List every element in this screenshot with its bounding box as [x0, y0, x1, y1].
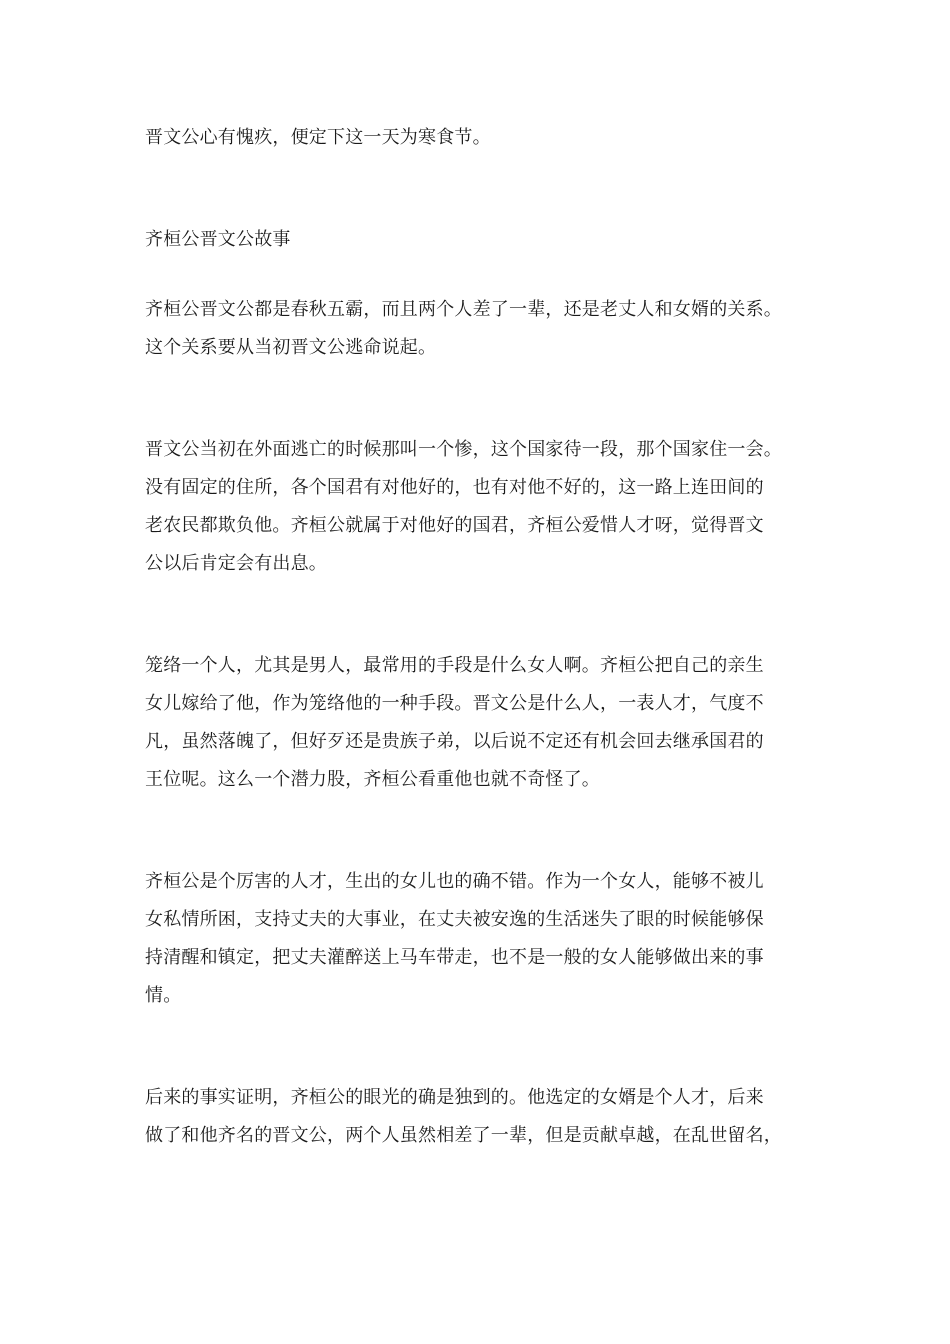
paragraph-4-line-2: 没有固定的住所，各个国君有对他好的，也有对他不好的，这一路上连田间的 [145, 477, 764, 498]
paragraph-5-line-3: 凡，虽然落魄了，但好歹还是贵族子弟，以后说不定还有机会回去继承国君的 [145, 731, 764, 752]
paragraph-6-line-3: 持清醒和镇定，把丈夫灌醉送上马车带走，也不是一般的女人能够做出来的事 [145, 947, 764, 968]
paragraph-6-line-4: 情。 [145, 985, 182, 1006]
paragraph-4-line-1: 晋文公当初在外面逃亡的时候那叫一个惨，这个国家待一段，那个国家住一会。 [145, 439, 782, 460]
paragraph-7-line-2: 做了和他齐名的晋文公，两个人虽然相差了一辈，但是贡献卓越，在乱世留名， [145, 1125, 782, 1146]
paragraph-6-line-1: 齐桓公是个厉害的人才，生出的女儿也的确不错。作为一个女人，能够不被儿 [145, 871, 764, 892]
paragraph-3-line-1: 齐桓公晋文公都是春秋五霸，而且两个人差了一辈，还是老丈人和女婿的关系。 [145, 299, 782, 320]
section-heading: 齐桓公晋文公故事 [145, 229, 291, 250]
paragraph-4-line-4: 公以后肯定会有出息。 [145, 553, 327, 574]
paragraph-7-line-1: 后来的事实证明，齐桓公的眼光的确是独到的。他选定的女婿是个人才，后来 [145, 1087, 764, 1108]
paragraph-6-line-2: 女私情所困，支持丈夫的大事业，在丈夫被安逸的生活迷失了眼的时候能够保 [145, 909, 764, 930]
paragraph-5-line-1: 笼络一个人，尤其是男人，最常用的手段是什么女人啊。齐桓公把自己的亲生 [145, 655, 764, 676]
paragraph-3-line-2: 这个关系要从当初晋文公逃命说起。 [145, 337, 437, 358]
paragraph-5-line-2: 女儿嫁给了他，作为笼络他的一种手段。晋文公是什么人，一表人才，气度不 [145, 693, 764, 714]
paragraph-5-line-4: 王位呢。这么一个潜力股，齐桓公看重他也就不奇怪了。 [145, 769, 600, 790]
paragraph-1-line-1: 晋文公心有愧疚，便定下这一天为寒食节。 [145, 127, 491, 148]
paragraph-4-line-3: 老农民都欺负他。齐桓公就属于对他好的国君，齐桓公爱惜人才呀，觉得晋文 [145, 515, 764, 536]
